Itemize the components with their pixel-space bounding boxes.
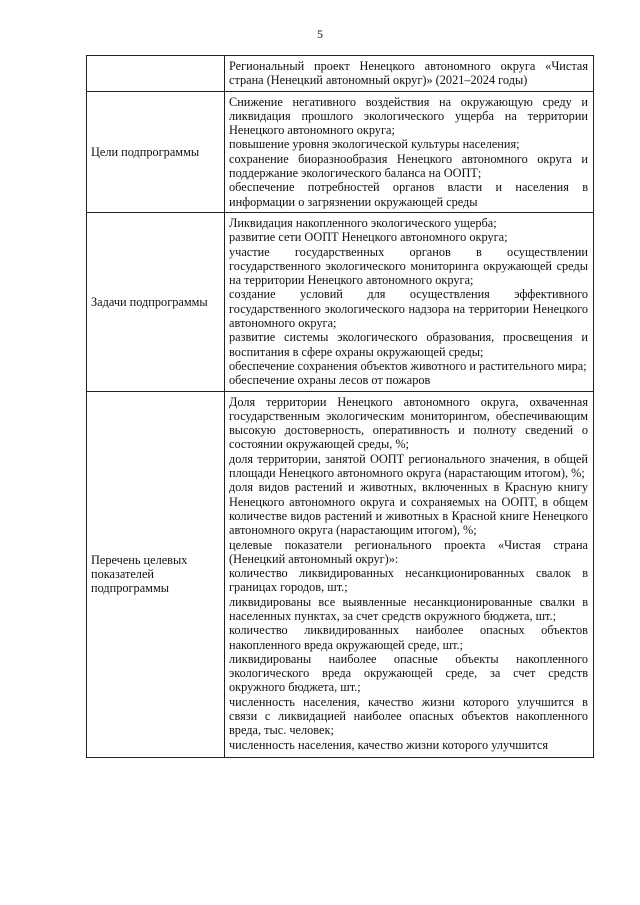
- content-line: доля территории, занятой ООПТ регионального значения, в общей площади Ненецкого автономного округа (нарастающим итогом), %;: [229, 451, 588, 481]
- content-line: доля видов растений и животных, включенных в Красную книгу Ненецкого автономного округа и сохраняемых на ООПТ, в общем количестве видов растений и животных в Красной книге Ненецкого автономного округа (нарастающим итогом), %;: [229, 480, 588, 538]
- page-number: 5: [317, 27, 323, 41]
- content-line: ликвидированы все выявленные несанкционированные свалки в населенных пунктах, за счет средств окружного бюджета, шт.;: [229, 594, 588, 623]
- content-line: количество ликвидированных наиболее опасных объектов накопленного вреда окружающей среде, шт.;: [229, 623, 588, 652]
- content-line: Снижение негативного воздействия на окружающую среду и ликвидация прошлого экологического ущерба на территории Ненецкого автономного округа;: [229, 94, 588, 138]
- table-row: [87, 391, 594, 757]
- row-label: [87, 56, 225, 92]
- row-content: [225, 91, 594, 212]
- content-line: развитие сети ООПТ Ненецкого автономного округа;: [229, 230, 508, 245]
- table-row: [87, 212, 594, 391]
- content-line: обеспечение потребностей органов власти и населения в информации о загрязнении окружающей среды: [229, 180, 588, 209]
- content-line: численность населения, качество жизни которого улучшится в связи с ликвидацией наиболее опасных объектов накопленного вреда, тыс. человек;: [229, 694, 588, 738]
- row-content: [225, 391, 594, 757]
- content-line: Региональный проект Ненецкого автономного округа «Чистая страна (Ненецкий автономный округ)» (2021–2024 годы): [229, 59, 588, 88]
- content-line: численность населения, качество жизни которого улучшится: [229, 737, 548, 752]
- row-label: Задачи подпрограммы: [87, 212, 225, 391]
- content-line: развитие системы экологического образования, просвещения и воспитания в сфере охраны окружающей среды;: [229, 330, 588, 359]
- table-row: [87, 91, 594, 212]
- content-line: обеспечение сохранения объектов животного и растительного мира;: [229, 358, 587, 373]
- content-line: целевые показатели регионального проекта «Чистая страна (Ненецкий автономный округ)»:: [229, 537, 588, 566]
- content-line: количество ликвидированных несанкционированных свалок в границах городов, шт.;: [229, 566, 588, 595]
- content-line: участие государственных органов в осуществлении государственного экологического мониторинга окружающей среды на территории Ненецкого автономного округа;: [229, 244, 588, 288]
- content-line: сохранение биоразнообразия Ненецкого автономного округа и поддержание экологического баланса на ООПТ;: [229, 151, 588, 181]
- content-line: обеспечение охраны лесов от пожаров: [229, 373, 431, 388]
- row-content: [225, 212, 594, 391]
- row-content: [225, 56, 594, 92]
- content-line: Доля территории Ненецкого автономного округа, охваченная государственным экологическим мониторингом, обеспечивающим высокую достоверность, оперативность и полноту сведений о состоянии окружающей среды, %;: [229, 394, 588, 452]
- content-line: ликвидированы наиболее опасные объекты накопленного экологического вреда окружающей среде, за счет средств окружного бюджета, шт.;: [229, 651, 588, 695]
- row-label: Цели подпрограммы: [87, 91, 225, 212]
- subprogram-passport-table: [86, 55, 594, 758]
- content-line: повышение уровня экологической культуры населения;: [229, 137, 520, 152]
- content-line: создание условий для осуществления эффективного государственного экологического надзора на территории Ненецкого автономного округа;: [229, 287, 588, 331]
- row-label: Перечень целевых показателей подпрограммы: [87, 391, 225, 757]
- table-row: [87, 56, 594, 92]
- content-line: Ликвидация накопленного экологического ущерба;: [229, 215, 497, 230]
